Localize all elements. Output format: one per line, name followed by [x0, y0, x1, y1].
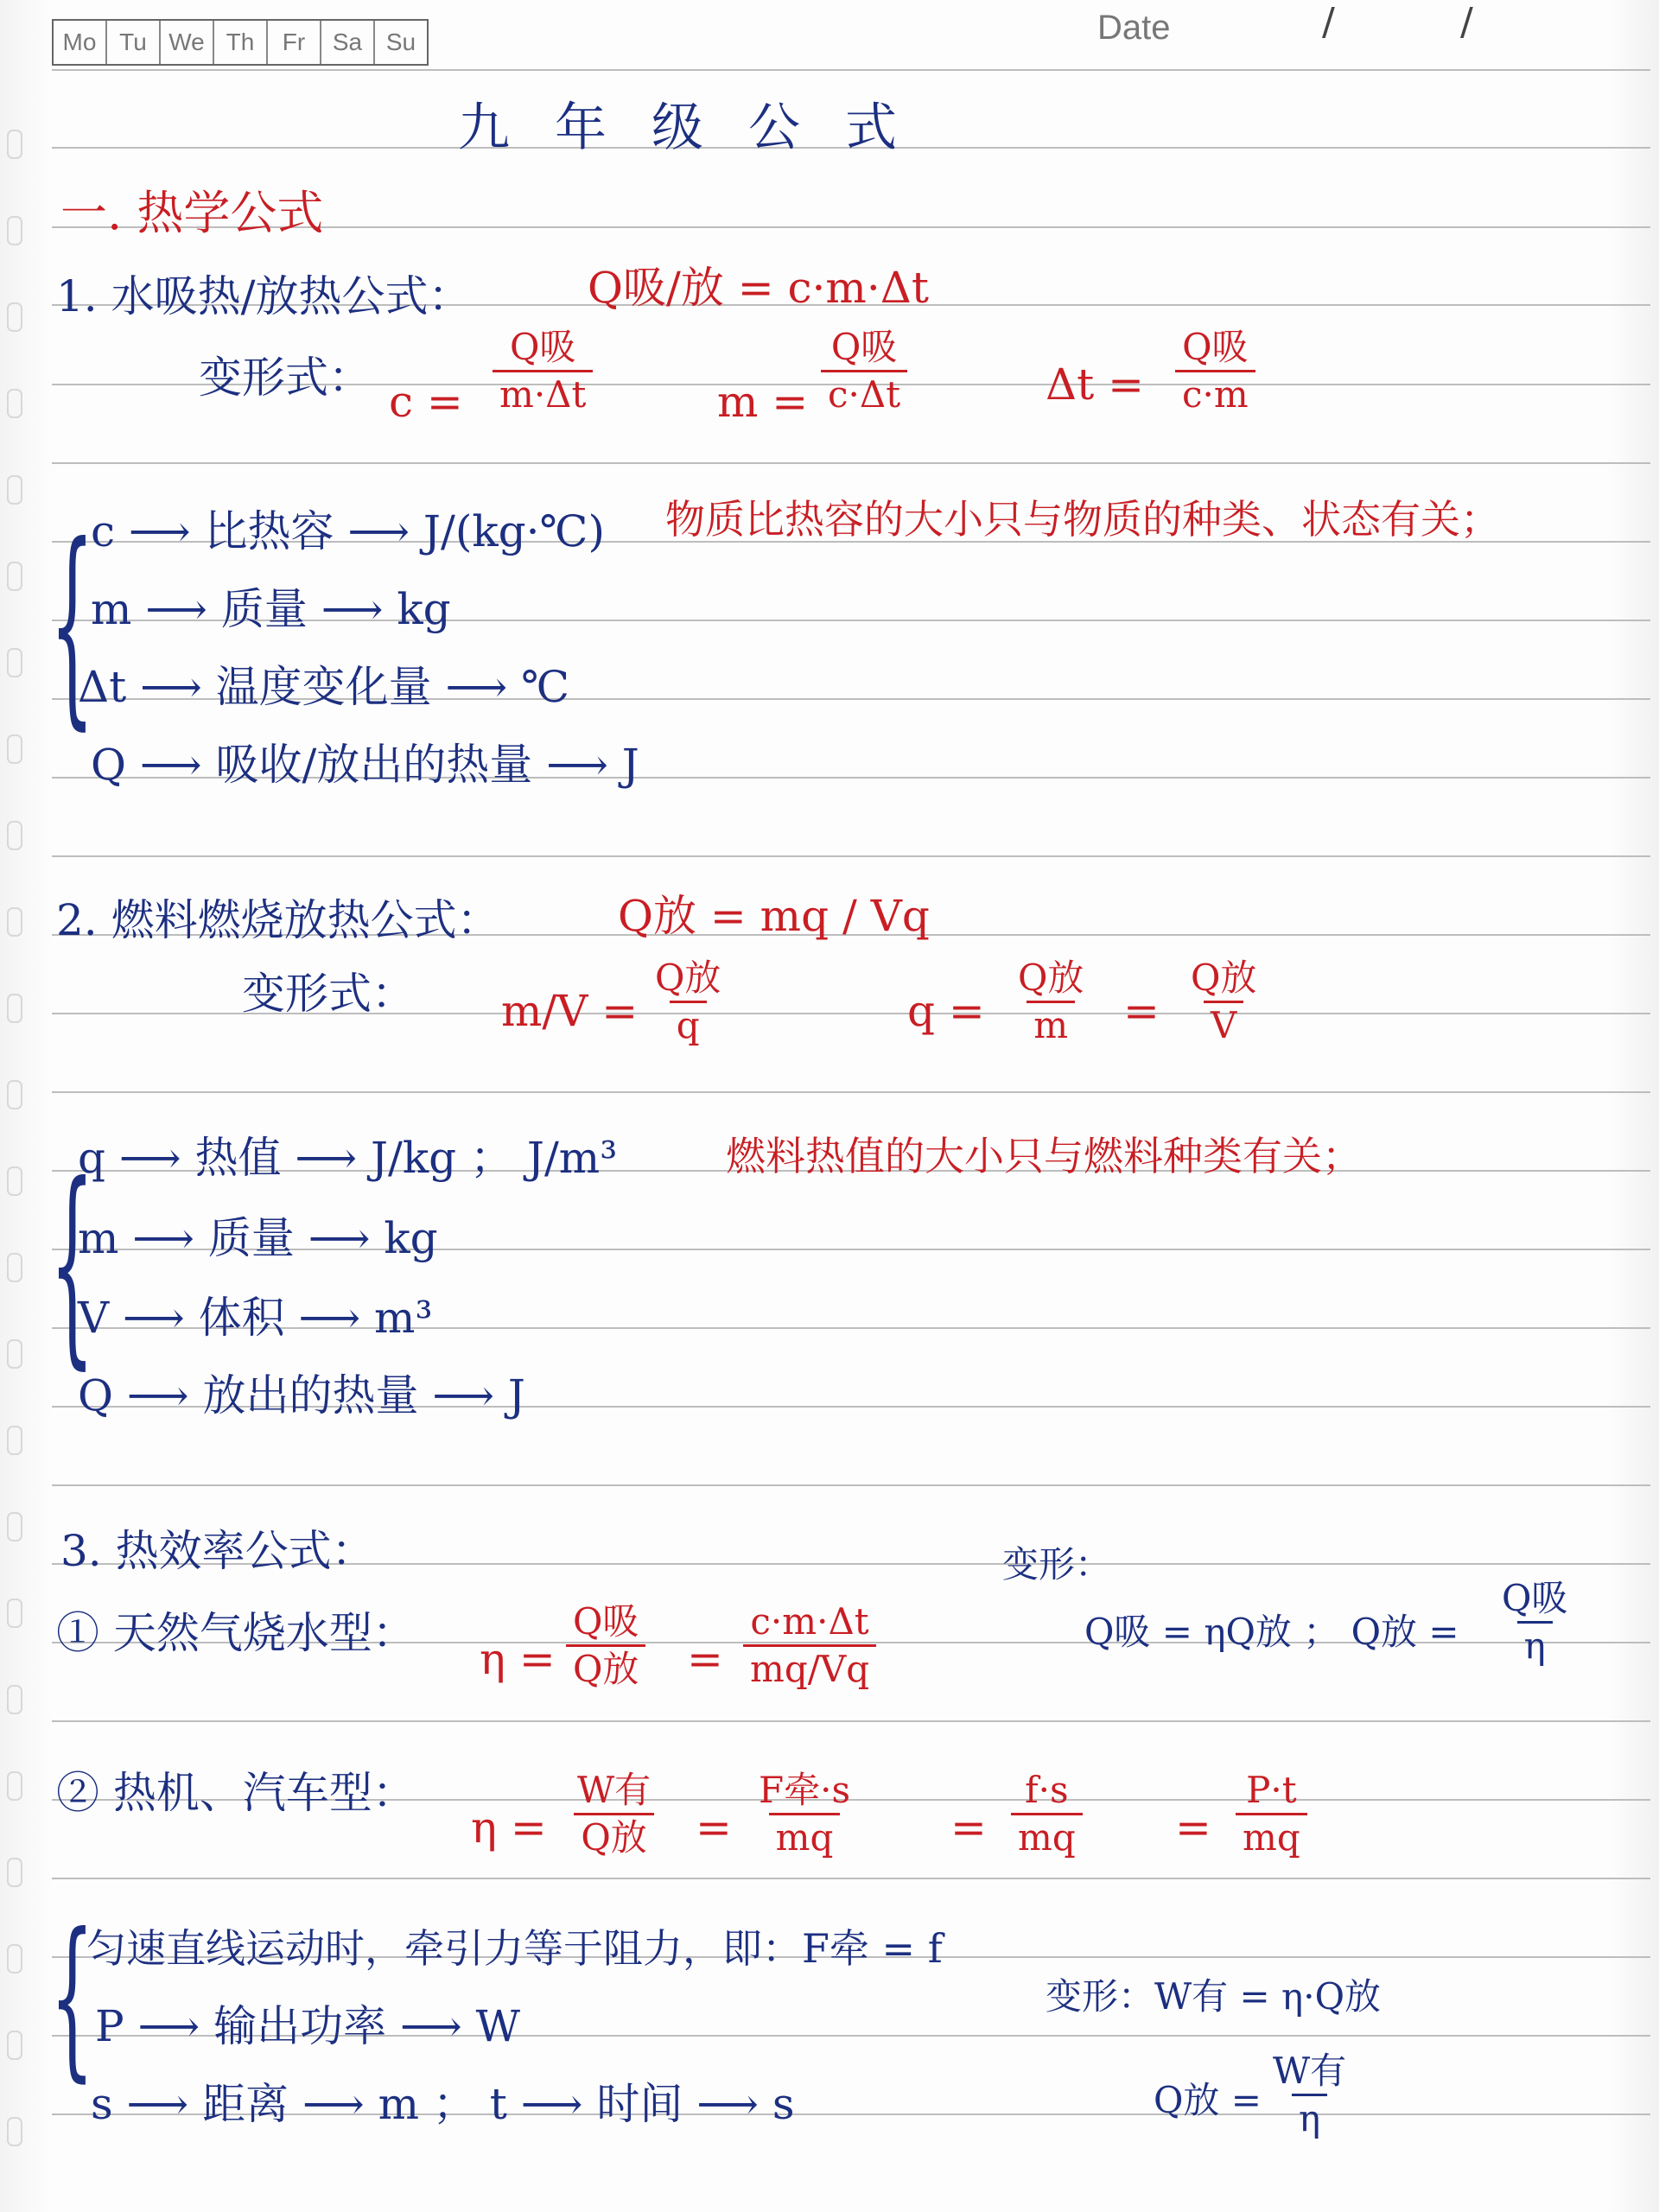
- brace-3: {: [50, 1897, 94, 2098]
- case-2-denominator-2: mq: [769, 1813, 841, 1857]
- q-numerator-2: Q放: [1191, 957, 1257, 999]
- q-fraction-2: [1184, 959, 1263, 1045]
- case-2-fraction-1: [570, 1771, 658, 1857]
- m-denominator: c·Δt: [821, 370, 907, 414]
- q-numerator-1: Q放: [1018, 957, 1084, 999]
- case-1-denominator-1: Q放: [566, 1644, 645, 1688]
- case-1-denominator-2: mq/Vq: [743, 1644, 876, 1688]
- c-lhs: c =: [389, 377, 463, 427]
- derived-label: 变形式：: [199, 353, 372, 403]
- c-denominator: m·Δt: [493, 370, 593, 414]
- transform-heat-fraction: [1266, 2052, 1353, 2138]
- day-tu: Tu: [107, 21, 161, 64]
- transform-heat-denominator: η: [1292, 2094, 1327, 2138]
- mv-denominator: q: [670, 1001, 707, 1045]
- transform-work: 变形：W有 = η·Q放: [1046, 1975, 1382, 2018]
- case-2-fraction-3: [1011, 1771, 1083, 1857]
- m-fraction: [821, 328, 907, 414]
- day-sa: Sa: [321, 21, 375, 64]
- m-lhs: m =: [717, 377, 809, 427]
- case-2-denominator-4: mq: [1236, 1813, 1307, 1857]
- case-2-numerator-2: F牵·s: [759, 1769, 851, 1811]
- m-numerator: Q吸: [830, 326, 898, 368]
- page-title: 九年级公式: [458, 98, 942, 158]
- day-mo: Mo: [54, 21, 107, 64]
- formula-1: Q吸/放 = c·m·Δt: [588, 263, 929, 313]
- note-specific-heat: 物质比热容的大小只与物质的种类、状态有关；: [665, 496, 1500, 543]
- q-lhs: q =: [907, 986, 985, 1036]
- case-1-transform-fraction: [1495, 1577, 1574, 1668]
- case-2-denominator-3: mq: [1011, 1813, 1083, 1857]
- case-2-fraction-4: [1236, 1771, 1307, 1857]
- c-numerator: Q吸: [509, 326, 576, 368]
- var-p: P ⟶ 输出功率 ⟶ W: [95, 2001, 520, 2051]
- case-1-numerator-2: c·m·Δt: [750, 1600, 869, 1643]
- brace-1: {: [50, 499, 94, 749]
- mv-fraction: [648, 959, 728, 1045]
- t-lhs: Δt =: [1046, 359, 1144, 410]
- brace-2: {: [50, 1139, 94, 1389]
- case-1-fraction-2: [743, 1600, 876, 1691]
- date-separator: /: [1460, 0, 1473, 44]
- case-1-fraction-1: [566, 1600, 645, 1691]
- derived-label-2: 变形式：: [242, 969, 415, 1019]
- case-2-fraction-2: [752, 1771, 857, 1857]
- var-constant-speed: 匀速直线运动时，牵引力等于阻力，即：F牵 = f: [86, 1925, 943, 1972]
- t-fraction: [1175, 328, 1255, 414]
- day-su: Su: [385, 29, 416, 55]
- case-2-equals-2: =: [950, 1802, 987, 1853]
- var-delta-t: Δt ⟶ 温度变化量 ⟶ ℃: [78, 662, 570, 712]
- var-q-2: Q ⟶ 放出的热量 ⟶ J: [78, 1370, 525, 1421]
- var-s-t: s ⟶ 距离 ⟶ m ； t ⟶ 时间 ⟶ s: [91, 2079, 795, 2129]
- case-1-transform-numerator: Q吸: [1502, 1577, 1568, 1619]
- t-numerator: Q吸: [1182, 326, 1249, 368]
- date-separator: /: [1322, 0, 1335, 44]
- formula-2-label: 2. 燃料燃烧放热公式：: [56, 895, 500, 945]
- case-1-transform: Q吸 = ηQ放 ； Q放 =: [1084, 1611, 1459, 1653]
- case-2-equals-3: =: [1175, 1802, 1211, 1853]
- mv-numerator: Q放: [655, 957, 721, 999]
- t-denominator: c·m: [1175, 370, 1255, 414]
- transform-heat-lhs: Q放 =: [1154, 2079, 1262, 2121]
- day-we: We: [161, 21, 214, 64]
- case-2-denominator-1: Q放: [574, 1813, 653, 1857]
- var-c: c ⟶ 比热容 ⟶ J/(kg·℃): [91, 506, 605, 556]
- c-fraction: [493, 328, 593, 414]
- weekday-boxes: [52, 19, 429, 66]
- case-1-transform-denominator: η: [1517, 1621, 1553, 1665]
- formula-3-label: 3. 热效率公式：: [60, 1526, 375, 1576]
- case-1-lhs: η =: [480, 1634, 556, 1684]
- q-fraction-1: [1011, 959, 1090, 1045]
- var-m: m ⟶ 质量 ⟶ kg: [91, 584, 451, 634]
- case-1-numerator-1: Q吸: [573, 1600, 639, 1643]
- case-1-label: ① 天然气烧水型：: [56, 1608, 416, 1658]
- q-equals: =: [1123, 986, 1160, 1036]
- q-denominator-1: m: [1027, 1001, 1075, 1045]
- formula-2: Q放 = mq / Vq: [618, 891, 930, 941]
- transform-label: 变形：: [1002, 1543, 1112, 1586]
- day-fr: Fr: [268, 21, 321, 64]
- case-2-numerator-1: W有: [577, 1769, 652, 1811]
- q-denominator-2: V: [1204, 1001, 1243, 1045]
- case-2-numerator-4: P·t: [1246, 1769, 1297, 1811]
- note-heat-value: 燃料热值的大小只与燃料种类有关；: [726, 1133, 1362, 1179]
- case-1-equals: =: [687, 1634, 723, 1684]
- transform-heat-numerator: W有: [1273, 2050, 1347, 2092]
- var-v: V ⟶ 体积 ⟶ m³: [78, 1293, 433, 1343]
- date-label: Date: [1097, 9, 1171, 47]
- case-2-equals-1: =: [696, 1802, 732, 1853]
- case-2-numerator-3: f·s: [1025, 1769, 1069, 1811]
- mv-lhs: m/V =: [501, 986, 639, 1036]
- case-2-label: ② 热机、汽车型：: [56, 1768, 416, 1818]
- var-q-heat-value: q ⟶ 热值 ⟶ J/kg ； J/m³: [78, 1133, 618, 1183]
- day-th: Th: [214, 21, 268, 64]
- formula-1-label: 1. 水吸热/放热公式：: [56, 271, 472, 321]
- var-m-2: m ⟶ 质量 ⟶ kg: [78, 1213, 438, 1263]
- var-q: Q ⟶ 吸收/放出的热量 ⟶ J: [91, 740, 639, 790]
- section-heading: 一. 热学公式: [60, 186, 324, 240]
- case-2-lhs: η =: [471, 1802, 547, 1853]
